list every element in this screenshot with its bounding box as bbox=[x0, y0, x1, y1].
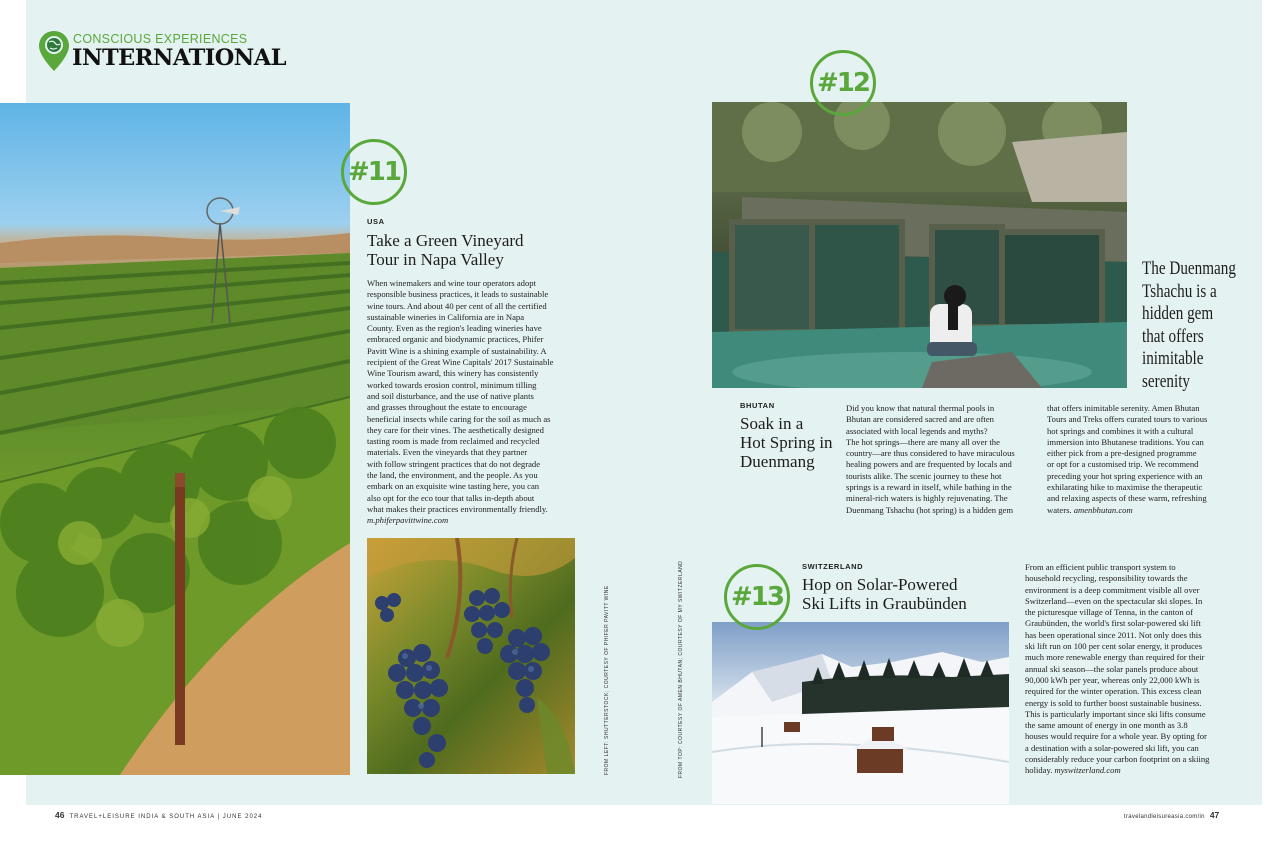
footer-publication: TRAVEL+LEISURE INDIA & SOUTH ASIA | JUNE 2024 bbox=[69, 814, 263, 820]
rank-badge-11 bbox=[341, 139, 407, 205]
story13-body-last: holiday. bbox=[1025, 765, 1053, 776]
story13-headline-line2: Ski Lifts in Graubünden bbox=[802, 594, 967, 613]
pull-quote-line: that offers bbox=[1142, 326, 1204, 347]
story11-body-line: Wine Tourism award, this winery has consistently bbox=[367, 368, 539, 379]
story12-headline bbox=[740, 414, 845, 471]
story11-body-line: wine tours. And about 40 per cent of all the certified bbox=[367, 300, 547, 311]
pull-quote-line: serenity bbox=[1142, 371, 1191, 392]
story11-body-line: Pavitt Wine is a shining example of sustainability. A bbox=[367, 345, 547, 356]
story11-body-line: embraced organic and biodynamic practices, Phifer bbox=[367, 334, 544, 345]
hot-spring-photo bbox=[712, 102, 1127, 388]
story12-body-line: either pick from a pre-designed programme bbox=[1047, 448, 1197, 459]
story12-body-line: Bhutan are considered sacred and are often bbox=[846, 414, 994, 425]
section-label: CONSCIOUS EXPERIENCES bbox=[73, 32, 248, 46]
story13-body-line: Switzerland—even on the spectacular ski slopes. In bbox=[1025, 595, 1203, 606]
pull-quote-line: inimitable bbox=[1142, 349, 1204, 370]
rank-badge-11-text: #11 bbox=[348, 157, 400, 187]
story11-body-line: beneficial insects while caring for the soil as much as bbox=[367, 413, 551, 424]
footer-left bbox=[55, 810, 262, 820]
story11-body-line: with follow stringent practices that do not degrade bbox=[367, 458, 541, 469]
story12-body-line: Duenmang Tshachu (hot spring) is a hidden gem bbox=[846, 504, 1014, 515]
story12-body-col1 bbox=[846, 403, 1046, 516]
story13-kicker: SWITZERLAND bbox=[802, 562, 864, 571]
story12-body-line: The hot springs—there are many all over the bbox=[846, 436, 1000, 447]
story12-body-line: associated with local legends and myths? bbox=[846, 425, 988, 436]
story11-body-line: the land, the environment, and the people. As you bbox=[367, 470, 538, 481]
story11-headline-line2: Tour in Napa Valley bbox=[367, 250, 504, 269]
story11-body-line: responsible business practices, it leads to sustainable bbox=[367, 289, 549, 300]
story13-body-line: energy is sold to further boost sustainable business. bbox=[1025, 697, 1202, 708]
story13-body-line: houses would require for a whole year. By opting for bbox=[1025, 731, 1207, 742]
story12-body-line: exhilarating hike to maximise the therapeutic bbox=[1047, 482, 1203, 493]
story13-body-line: This is particularly important since ski lifts consume bbox=[1025, 708, 1206, 719]
story11-body-line: they care for their vines. The aesthetically designed bbox=[367, 424, 544, 435]
story11-body-line: recipient of the Great Wine Capitals' 2017 Sustainable bbox=[367, 357, 554, 368]
pull-quote bbox=[1142, 258, 1236, 394]
section-header bbox=[38, 30, 318, 74]
story12-body-line: springs is a reward in itself, while bathing in the bbox=[846, 482, 1012, 493]
story13-body-line: household recycling, responsibility towards the bbox=[1025, 573, 1188, 584]
story11-body-line: and soil disturbance, and the use of native plants bbox=[367, 390, 534, 401]
story12-body-line: immersion into Bhutanese traditions. You can bbox=[1047, 436, 1204, 447]
pull-quote-line: Tshachu is a bbox=[1142, 281, 1217, 302]
story12-body-line: Did you know that natural thermal pools in bbox=[846, 403, 995, 413]
story12-body-line: healing powers and are frequented by locals and bbox=[846, 459, 1012, 470]
page-number-right: 47 bbox=[1209, 810, 1220, 820]
story12-body-line: mineral-rich waters is highly rejuvenating. The bbox=[846, 493, 1008, 504]
story11-body bbox=[367, 278, 582, 527]
story13-body-line: a destination with a solar-powered ski lift, you can bbox=[1025, 742, 1199, 753]
story11-body-line: sustainable wineries in California are in Napa bbox=[367, 311, 525, 322]
vineyard-photo bbox=[0, 103, 350, 775]
photo-credit-right: FROM TOP: COURTESY OF AMEN BHUTAN; COURTESY OF MY SWITZERLAND bbox=[678, 560, 684, 778]
story12-headline-line1: Soak in a bbox=[740, 414, 804, 433]
story12-body-line: hot springs and combines it with a cultural bbox=[1047, 425, 1194, 436]
story12-body-line: tourists alike. The scenic journey to these hot bbox=[846, 470, 1002, 481]
story12-kicker: BHUTAN bbox=[740, 401, 775, 410]
story12-body-line: preceding your hot spring experience with an bbox=[1047, 470, 1203, 481]
story13-headline-line1: Hop on Solar-Powered bbox=[802, 575, 958, 594]
rank-badge-12 bbox=[810, 50, 876, 116]
story13-body-line: Graubünden, the world's first solar-powered ski lift bbox=[1025, 618, 1201, 629]
story13-body-line: has been operational since 2011. Not only does this bbox=[1025, 629, 1202, 640]
section-title: INTERNATIONAL bbox=[72, 45, 286, 71]
story11-body-line: what makes their practices environmentally friendly. bbox=[367, 503, 548, 514]
story13-body bbox=[1025, 562, 1247, 777]
footer-right bbox=[1124, 810, 1219, 820]
story12-headline-line3: Duenmang bbox=[740, 452, 815, 471]
story12-body-line: Tours and Treks offers curated tours to various bbox=[1047, 414, 1208, 425]
story11-kicker: USA bbox=[367, 217, 385, 226]
story11-body-line: embark on an exquisite wine tasting here, you can bbox=[367, 481, 540, 492]
story11-body-line: tasting room is made from reclaimed and recycled bbox=[367, 436, 540, 447]
rank-badge-13 bbox=[724, 564, 790, 630]
story12-headline-line2: Hot Spring in bbox=[740, 433, 833, 452]
story11-body-line: also opt for the eco tour that talks in-depth about bbox=[367, 492, 535, 503]
story13-body-line: much more renewable energy than required for their bbox=[1025, 652, 1205, 663]
story13-body-line: 90,000 kWh per year, whereas only 22,000 kWh is bbox=[1025, 674, 1200, 685]
story11-body-line: When winemakers and wine tour operators adopt bbox=[367, 278, 536, 288]
story13-body-line: ski lift run on 100 per cent solar energy, it produces bbox=[1025, 641, 1203, 652]
story12-body-line: and relaxing aspects of these warm, refreshing bbox=[1047, 493, 1207, 504]
story11-headline-line1: Take a Green Vineyard bbox=[367, 231, 524, 250]
story11-url[interactable]: m.phiferpavittwine.com bbox=[367, 515, 449, 526]
ski-slope-photo bbox=[712, 622, 1009, 804]
rank-badge-13-text: #13 bbox=[731, 582, 783, 612]
story12-body-col2 bbox=[1047, 403, 1247, 516]
pull-quote-line: hidden gem bbox=[1142, 304, 1214, 325]
story13-body-line: environment is a deep commitment visible all over bbox=[1025, 584, 1200, 595]
story12-body-line: that offers inimitable serenity. Amen Bhutan bbox=[1047, 403, 1200, 413]
story11-body-line: County. Even as the region's leading wineries have bbox=[367, 323, 542, 334]
story13-body-line: the picturesque village of Tenna, in the canton of bbox=[1025, 607, 1193, 618]
story13-body-line: the same amount of energy in one month as 3.8 bbox=[1025, 720, 1188, 731]
story13-headline bbox=[802, 575, 1012, 613]
story13-body-line: considerably reduce your carbon footprint on a skiing bbox=[1025, 754, 1210, 765]
story11-body-line: worked towards erosion control, minimum tilling bbox=[367, 379, 537, 390]
story11-headline bbox=[367, 231, 567, 269]
story12-body-last: waters. bbox=[1047, 504, 1072, 515]
map-pin-globe-icon bbox=[38, 30, 70, 72]
story13-url[interactable]: myswitzerland.com bbox=[1054, 765, 1121, 776]
photo-credit-left: FROM LEFT: SHUTTERSTOCK; COURTESY OF PHIFER PAVITT WINE bbox=[604, 585, 610, 775]
footer-website[interactable]: travelandleisureasia.com/in bbox=[1124, 814, 1205, 820]
story11-body-line: and grasses throughout the estate to encourage bbox=[367, 402, 527, 413]
rank-badge-12-text: #12 bbox=[817, 68, 869, 98]
pull-quote-line: The Duenmang bbox=[1142, 259, 1236, 279]
story13-body-line: annual ski season—the solar panels produce about bbox=[1025, 663, 1199, 674]
grapes-photo bbox=[367, 538, 575, 774]
story12-body-line: country—are thus considered to have miraculous bbox=[846, 448, 1015, 459]
story13-body-line: required for the winter operation. This excess clean bbox=[1025, 686, 1202, 697]
story13-body-line: From an efficient public transport system to bbox=[1025, 562, 1176, 572]
story12-url[interactable]: amenbhutan.com bbox=[1073, 504, 1133, 515]
page-number-left: 46 bbox=[55, 810, 65, 820]
story11-body-line: materials. Even the vineyards that they partner bbox=[367, 447, 528, 458]
story12-body-line: or opt for a customised trip. We recommend bbox=[1047, 459, 1199, 470]
